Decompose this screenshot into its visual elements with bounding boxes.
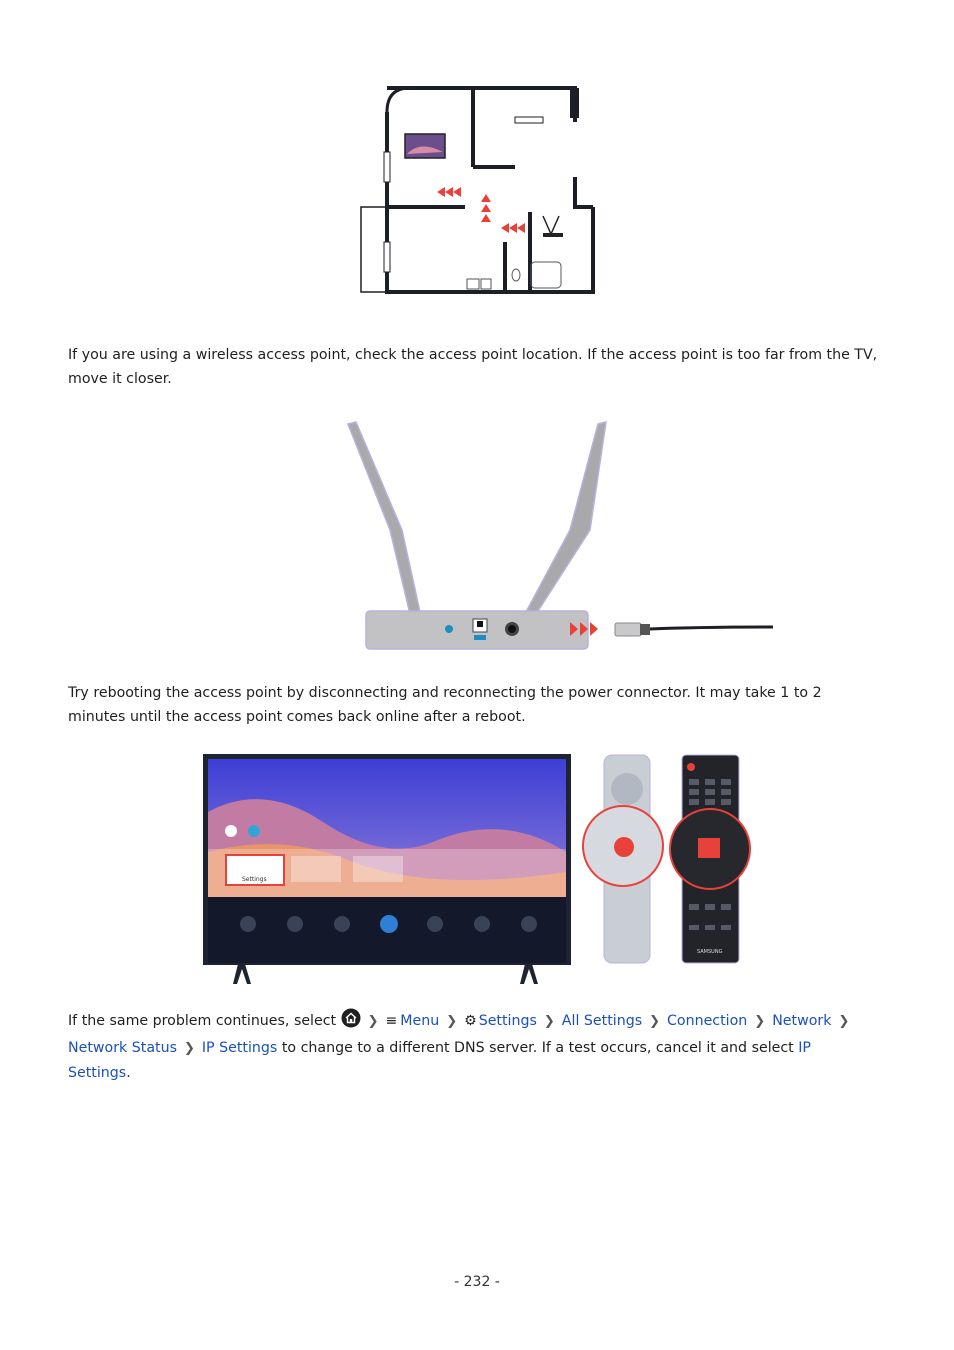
paragraph-reboot-access-point: Try rebooting the access point by disconnecting and reconnecting the power connector. It may take 1 to 2 minutes until the access point comes back online after a reboot. [68, 685, 822, 725]
settings-link[interactable]: Settings [478, 1013, 537, 1029]
floor-plan-illustration [355, 82, 600, 300]
paragraph-dns-instructions [68, 1008, 878, 1085]
chevron-right-icon: ❯ [183, 1041, 195, 1056]
paragraph-wireless-location: If you are using a wireless access point, check the access point location. If the access point is too far from the TV, move it closer. [68, 347, 878, 387]
tv-remote-figure [203, 752, 758, 984]
dns-intro-text: If the same problem continues, select [68, 1013, 337, 1029]
tv-home-screen-with-remotes-illustration [203, 752, 758, 984]
chevron-right-icon: ❯ [649, 1014, 660, 1029]
settings-tile-label: Settings [242, 876, 267, 883]
menu-link[interactable]: Menu [400, 1013, 440, 1029]
menu-icon: ≡ [385, 1013, 398, 1029]
network-link[interactable]: Network [772, 1013, 832, 1029]
router-with-power-cable-illustration [340, 418, 780, 654]
connection-link[interactable]: Connection [667, 1013, 748, 1029]
all-settings-link[interactable]: All Settings [561, 1013, 643, 1029]
chevron-right-icon: ❯ [446, 1014, 458, 1029]
ip-settings-link[interactable]: IP Settings [201, 1040, 278, 1056]
end-punctuation: . [126, 1065, 131, 1081]
page-number: - 232 - [454, 1274, 500, 1290]
remote-brand-label: SAMSUNG [697, 949, 723, 955]
gear-icon: ⚙ [464, 1013, 477, 1029]
chevron-right-icon: ❯ [367, 1014, 379, 1029]
network-status-link[interactable]: Network Status [68, 1040, 177, 1056]
chevron-right-icon: ❯ [838, 1014, 850, 1029]
dns-middle-text: to change to a different DNS server. If a test occurs, cancel it and select [281, 1040, 794, 1056]
ip-settings-end-link[interactable]: IP Settings [68, 1040, 811, 1081]
chevron-right-icon: ❯ [754, 1014, 766, 1029]
home-icon [341, 1008, 361, 1036]
chevron-right-icon: ❯ [543, 1014, 555, 1029]
